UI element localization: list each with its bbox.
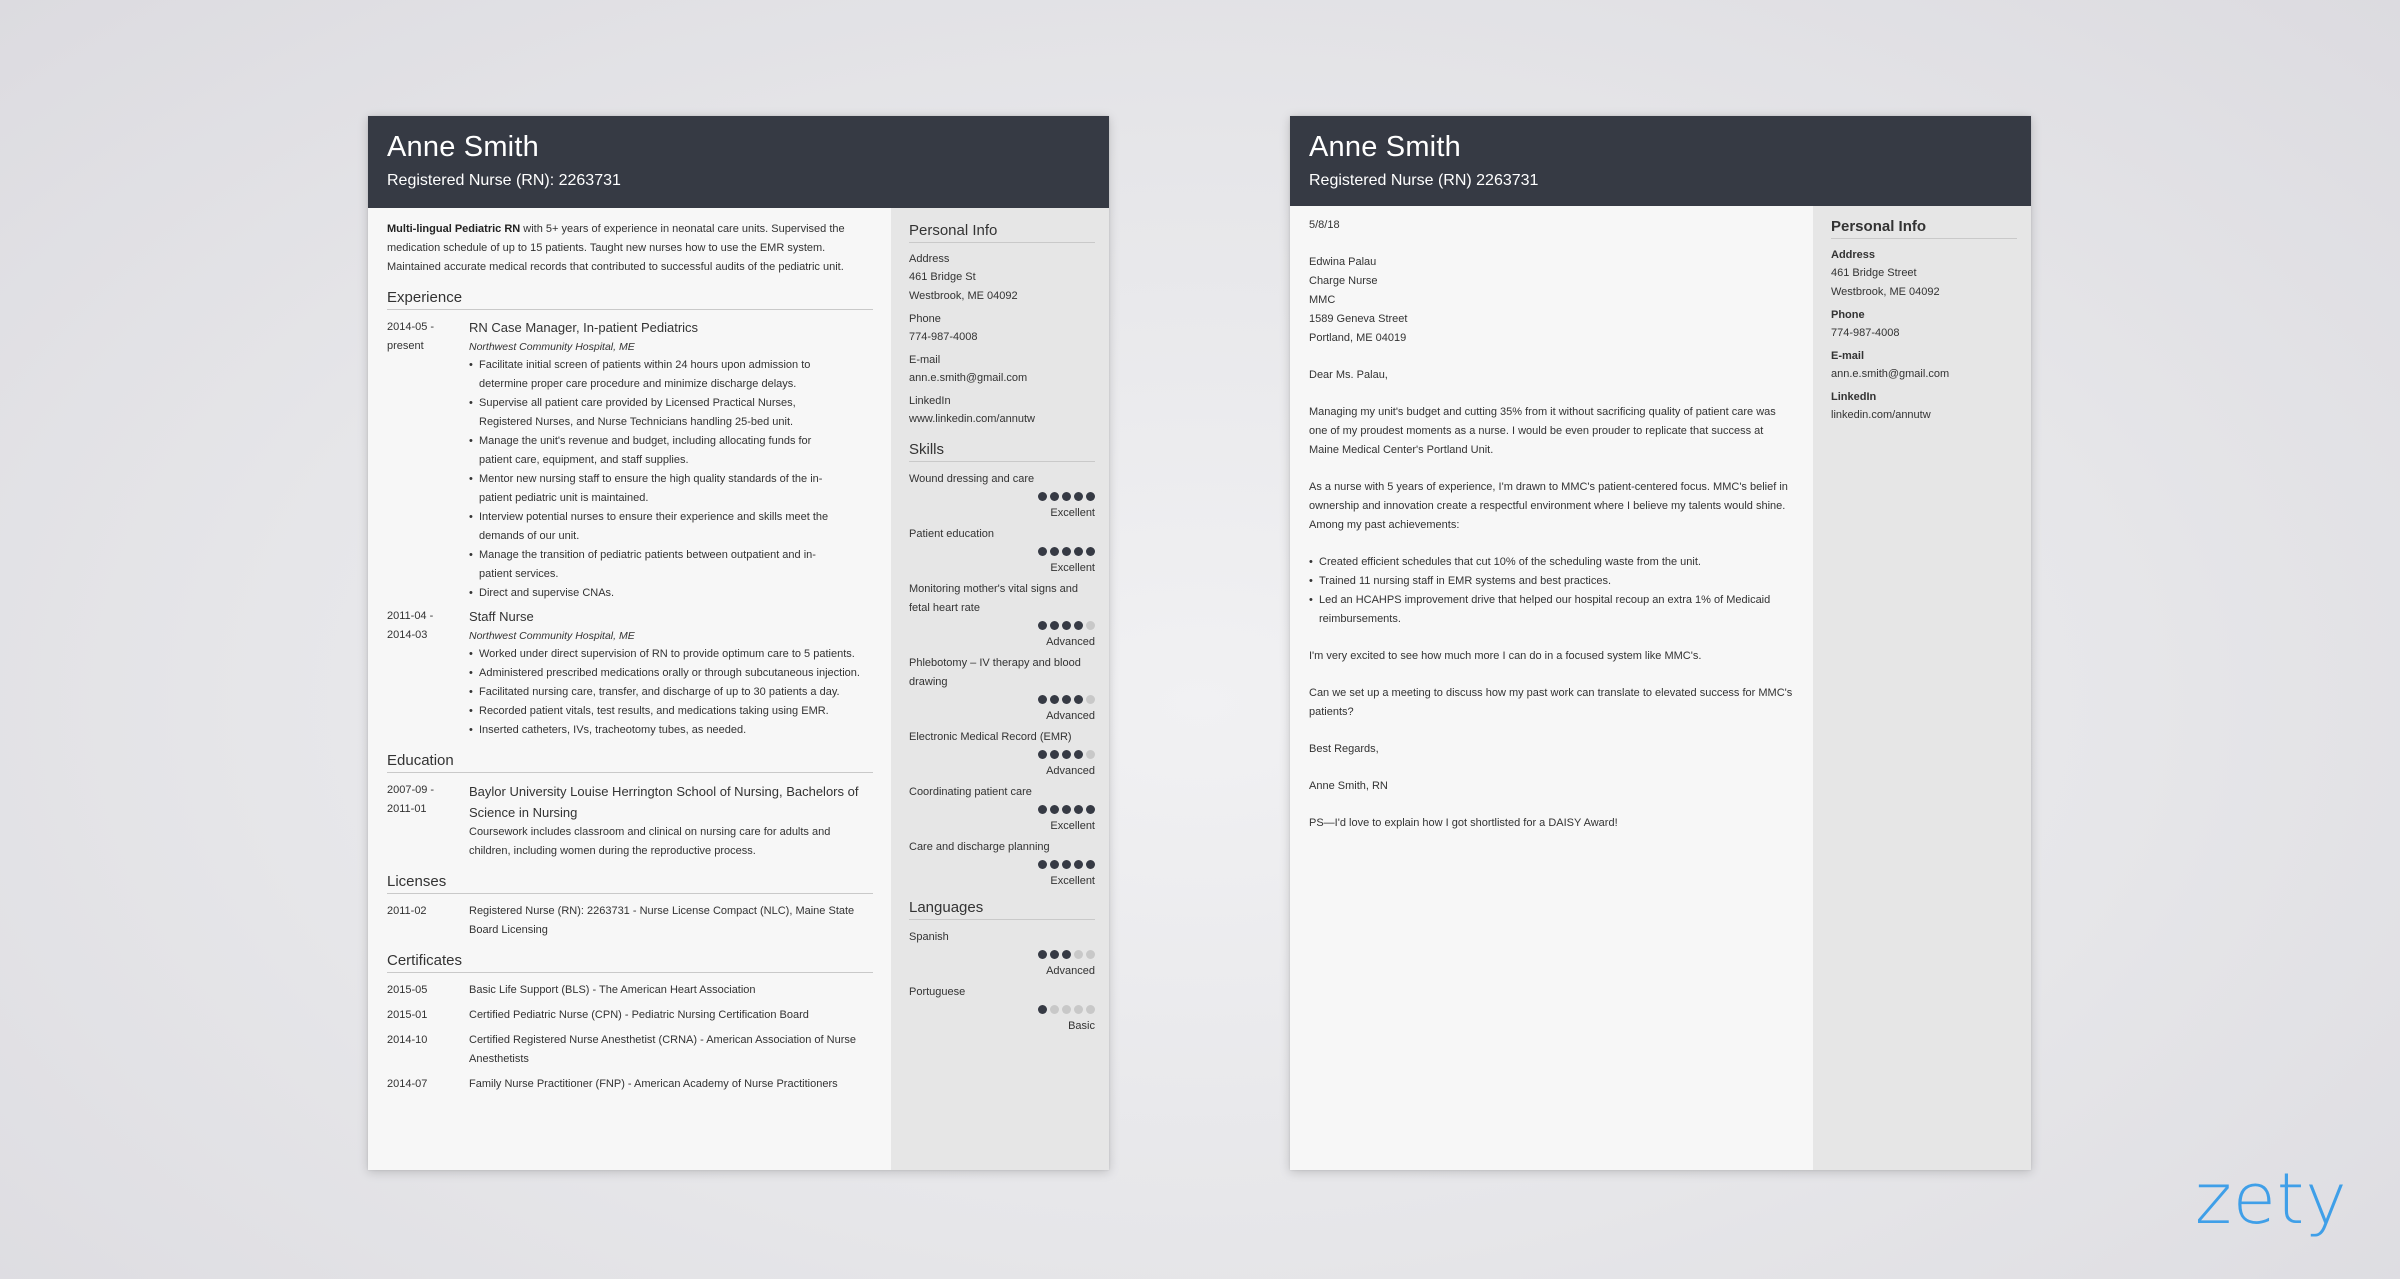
rating-dot-empty xyxy=(1074,950,1083,959)
certificate-date: 2015-05 xyxy=(387,984,428,996)
phone-label: Phone xyxy=(909,313,941,325)
recipient-line: Portland, ME 04019 xyxy=(1309,332,1407,344)
rating-dot-empty xyxy=(1086,950,1095,959)
rating-dot-filled xyxy=(1074,860,1083,869)
address-label: Address xyxy=(909,253,950,265)
greeting: Dear Ms. Palau, xyxy=(1309,369,1388,381)
resume-name: Anne Smith xyxy=(387,131,539,163)
entry-body xyxy=(469,318,873,603)
paragraph: As a nurse with 5 years of experience, I'm drawn to MMC's patient-centered focus. MMC's belief in ownership and innovation create a respectful environment where I believe my talents would shine. Among my past achievements: xyxy=(1309,481,1788,531)
resume-header xyxy=(368,116,1109,208)
date-end: 2014-03 xyxy=(387,629,428,641)
personal-info-heading: Personal Info xyxy=(1831,218,2017,239)
rating-dot-empty xyxy=(1086,750,1095,759)
skill-name: Wound dressing and care xyxy=(909,473,1035,485)
resume-job-title: Registered Nurse (RN): 2263731 xyxy=(387,172,621,189)
rating-dot-filled xyxy=(1050,547,1059,556)
email-value: ann.e.smith@gmail.com xyxy=(909,372,1028,384)
recipient-line: Charge Nurse xyxy=(1309,275,1378,287)
rating-dot-filled xyxy=(1074,695,1083,704)
rating-dots xyxy=(909,491,1095,505)
licenses-heading: Licenses xyxy=(387,873,873,894)
rating-dot-filled xyxy=(1038,805,1047,814)
paragraph: Managing my unit's budget and cutting 35% from it without sacrificing quality of patient care was one of my proudest moments as a nurse. I would be even prouder to replicate that success at Maine Medical Center's Portland Unit. xyxy=(1309,406,1776,456)
entry-dates xyxy=(387,607,469,740)
languages-list xyxy=(909,928,1095,1034)
letter-date: 5/8/18 xyxy=(1309,219,1340,231)
rating-dots xyxy=(909,620,1095,634)
rating-dot-empty xyxy=(1086,695,1095,704)
rating-dot-filled xyxy=(1074,750,1083,759)
skill-level: Excellent xyxy=(1050,562,1095,574)
certificate-date: 2014-07 xyxy=(387,1078,428,1090)
recipient-block xyxy=(1309,253,1793,348)
rating-dot-filled xyxy=(1074,621,1083,630)
linkedin-value: linkedin.com/annutw xyxy=(1831,409,1931,421)
recipient-line: 1589 Geneva Street xyxy=(1309,313,1408,325)
license-entry xyxy=(387,902,873,940)
rating-dot-empty xyxy=(1086,621,1095,630)
phone-value: 774-987-4008 xyxy=(909,331,978,343)
address-line: Westbrook, ME 04092 xyxy=(909,290,1018,302)
rating-dot-empty xyxy=(1074,1005,1083,1014)
address-label: Address xyxy=(1831,249,1876,261)
languages-heading: Languages xyxy=(909,899,1095,920)
certificates-heading: Certificates xyxy=(387,952,873,973)
resume-page xyxy=(368,116,1109,1170)
language-name: Spanish xyxy=(909,931,949,943)
education-description: Coursework includes classroom and clinical on nursing care for adults and children, including women during the reproductive process. xyxy=(469,826,831,857)
address-value xyxy=(1831,264,2017,302)
certificate-text: Certified Pediatric Nurse (CPN) - Pediatric Nursing Certification Board xyxy=(469,1009,809,1021)
date-start: 2014-05 - xyxy=(387,321,435,333)
rating-dot-filled xyxy=(1038,621,1047,630)
address-line: Westbrook, ME 04092 xyxy=(1831,286,1940,298)
letter-job-title: Registered Nurse (RN) 2263731 xyxy=(1309,172,1539,189)
duty-item: • Mentor new nursing staff to ensure the high quality standards of the in-patient pediatric unit is maintained. xyxy=(469,470,829,508)
skill-item xyxy=(909,783,1095,834)
rating-dot-filled xyxy=(1074,492,1083,501)
achievement-item: • Trained 11 nursing staff in EMR systems and best practices. xyxy=(1309,572,1793,591)
date-start: 2007-09 - xyxy=(387,784,435,796)
skill-name: Electronic Medical Record (EMR) xyxy=(909,731,1072,743)
rating-dot-filled xyxy=(1074,547,1083,556)
language-item xyxy=(909,928,1095,979)
certificate-entry xyxy=(387,1075,873,1094)
rating-dots xyxy=(909,1004,1095,1018)
experience-heading: Experience xyxy=(387,289,873,310)
rating-dots xyxy=(909,859,1095,873)
job-role: Staff Nurse xyxy=(469,609,534,624)
skill-name: Care and discharge planning xyxy=(909,841,1050,853)
duty-item: • Administered prescribed medications orally or through subcutaneous injection. xyxy=(469,664,873,683)
rating-dot-filled xyxy=(1038,950,1047,959)
entry-body xyxy=(469,607,873,740)
duty-item: • Manage the transition of pediatric patients between outpatient and in-patient services. xyxy=(469,546,829,584)
personal-info-heading: Personal Info xyxy=(909,222,1095,243)
rating-dot-filled xyxy=(1086,547,1095,556)
rating-dot-filled xyxy=(1050,860,1059,869)
job-duties xyxy=(469,645,873,740)
letter-name: Anne Smith xyxy=(1309,131,1461,163)
rating-dot-filled xyxy=(1038,492,1047,501)
rating-dot-filled xyxy=(1062,547,1071,556)
job-role: RN Case Manager, In-patient Pediatrics xyxy=(469,320,699,335)
duty-item: • Recorded patient vitals, test results, and medications taking using EMR. xyxy=(469,702,873,721)
job-company: Northwest Community Hospital, ME xyxy=(469,341,635,353)
skills-heading: Skills xyxy=(909,441,1095,462)
rating-dot-filled xyxy=(1062,950,1071,959)
summary-highlight: Multi-lingual Pediatric RN xyxy=(387,223,521,235)
rating-dot-empty xyxy=(1086,1005,1095,1014)
experience-entry xyxy=(387,607,873,740)
duty-item: • Supervise all patient care provided by Licensed Practical Nurses, Registered Nurses, and Nurse Technicians handling 25-bed unit. xyxy=(469,394,829,432)
email-value: ann.e.smith@gmail.com xyxy=(1831,368,1950,380)
certificate-entry xyxy=(387,1031,873,1069)
rating-dot-filled xyxy=(1050,950,1059,959)
education-entry xyxy=(387,781,873,861)
duty-item: • Interview potential nurses to ensure their experience and skills meet the demands of our unit. xyxy=(469,508,829,546)
skill-level: Advanced xyxy=(1046,710,1095,722)
skill-level: Excellent xyxy=(1050,820,1095,832)
skill-level: Excellent xyxy=(1050,875,1095,887)
email-label: E-mail xyxy=(1831,350,1865,362)
certificate-entry xyxy=(387,981,873,1000)
resume-main-column xyxy=(368,208,891,1170)
closing: Best Regards, xyxy=(1309,743,1379,755)
rating-dot-filled xyxy=(1074,805,1083,814)
skill-item xyxy=(909,838,1095,889)
zety-logo: zety xyxy=(2195,1158,2348,1240)
date-start: 2011-04 - xyxy=(387,610,434,622)
skill-item xyxy=(909,654,1095,724)
education-heading: Education xyxy=(387,752,873,773)
rating-dot-filled xyxy=(1050,621,1059,630)
address-line: 461 Bridge Street xyxy=(1831,267,1917,279)
certificate-text: Basic Life Support (BLS) - The American Heart Association xyxy=(469,984,756,996)
resume-sidebar xyxy=(891,208,1109,1170)
rating-dot-filled xyxy=(1062,492,1071,501)
letter-body xyxy=(1290,206,1813,1170)
duty-item: • Inserted catheters, IVs, tracheotomy tubes, as needed. xyxy=(469,721,873,740)
rating-dot-filled xyxy=(1062,805,1071,814)
rating-dot-filled xyxy=(1062,695,1071,704)
date-end: present xyxy=(387,340,424,352)
letter-header xyxy=(1290,116,2031,206)
duty-item: • Facilitated nursing care, transfer, and discharge of up to 30 patients a day. xyxy=(469,683,873,702)
linkedin-label: LinkedIn xyxy=(909,395,951,407)
certificate-entry xyxy=(387,1006,873,1025)
rating-dot-empty xyxy=(1050,1005,1059,1014)
address-value xyxy=(909,268,1095,306)
address-line: 461 Bridge St xyxy=(909,271,976,283)
skill-name: Patient education xyxy=(909,528,995,540)
linkedin-value: www.linkedin.com/annutw xyxy=(909,413,1035,425)
rating-dot-filled xyxy=(1050,695,1059,704)
recipient-line: MMC xyxy=(1309,294,1336,306)
language-item xyxy=(909,983,1095,1034)
language-level: Basic xyxy=(1068,1020,1095,1032)
skill-level: Advanced xyxy=(1046,765,1095,777)
rating-dots xyxy=(909,694,1095,708)
skill-item xyxy=(909,728,1095,779)
date-end: 2011-01 xyxy=(387,803,427,815)
certificate-date: 2015-01 xyxy=(387,1009,428,1021)
linkedin-label: LinkedIn xyxy=(1831,391,1877,403)
phone-label: Phone xyxy=(1831,309,1865,321)
rating-dots xyxy=(909,546,1095,560)
certificate-text: Family Nurse Practitioner (FNP) - American Academy of Nurse Practitioners xyxy=(469,1078,838,1090)
entry-body xyxy=(469,781,873,861)
entry-dates xyxy=(387,318,469,603)
paragraph: Can we set up a meeting to discuss how my past work can translate to elevated success for MMC's patients? xyxy=(1309,687,1793,718)
skill-name: Coordinating patient care xyxy=(909,786,1032,798)
rating-dot-filled xyxy=(1062,750,1071,759)
rating-dot-filled xyxy=(1038,750,1047,759)
letter-sidebar xyxy=(1813,206,2031,1170)
rating-dot-filled xyxy=(1050,750,1059,759)
resume-summary xyxy=(387,220,873,277)
certificate-date: 2014-10 xyxy=(387,1034,428,1046)
rating-dot-filled xyxy=(1086,492,1095,501)
certificate-text: Certified Registered Nurse Anesthetist (CRNA) - American Association of Nurse Anesthetists xyxy=(469,1034,856,1065)
signature: Anne Smith, RN xyxy=(1309,780,1388,792)
rating-dot-filled xyxy=(1062,860,1071,869)
job-duties xyxy=(469,356,829,603)
duty-item: • Direct and supervise CNAs. xyxy=(469,584,829,603)
recipient-line: Edwina Palau xyxy=(1309,256,1377,268)
rating-dots xyxy=(909,749,1095,763)
language-level: Advanced xyxy=(1046,965,1095,977)
skill-item xyxy=(909,525,1095,576)
rating-dot-filled xyxy=(1038,860,1047,869)
cover-letter-page xyxy=(1290,116,2031,1170)
entry-dates xyxy=(387,781,469,861)
rating-dot-filled xyxy=(1038,547,1047,556)
rating-dot-filled xyxy=(1050,492,1059,501)
phone-value: 774-987-4008 xyxy=(1831,327,1900,339)
rating-dot-filled xyxy=(1086,860,1095,869)
rating-dot-filled xyxy=(1038,695,1047,704)
skill-item xyxy=(909,470,1095,521)
duty-item: • Manage the unit's revenue and budget, including allocating funds for patient care, equipment, and staff supplies. xyxy=(469,432,829,470)
language-name: Portuguese xyxy=(909,986,966,998)
skill-item xyxy=(909,580,1095,650)
postscript: PS—I'd love to explain how I got shortlisted for a DAISY Award! xyxy=(1309,817,1618,829)
rating-dot-filled xyxy=(1086,805,1095,814)
rating-dot-empty xyxy=(1062,1005,1071,1014)
license-date: 2011-02 xyxy=(387,905,427,917)
achievements-list xyxy=(1309,553,1793,629)
email-label: E-mail xyxy=(909,354,941,366)
achievement-item: • Led an HCAHPS improvement drive that helped our hospital recoup an extra 1% of Medicaid reimbursements. xyxy=(1309,591,1793,629)
rating-dot-filled xyxy=(1038,1005,1047,1014)
school-name: Baylor University Louise Herrington School of Nursing, Bachelors of Science in Nursing xyxy=(469,784,859,820)
skill-level: Advanced xyxy=(1046,636,1095,648)
skill-level: Excellent xyxy=(1050,507,1095,519)
duty-item: • Facilitate initial screen of patients within 24 hours upon admission to determine proper care procedure and minimize discharge delays. xyxy=(469,356,829,394)
achievement-item: • Created efficient schedules that cut 10% of the scheduling waste from the unit. xyxy=(1309,553,1793,572)
rating-dot-filled xyxy=(1050,805,1059,814)
skills-list xyxy=(909,470,1095,889)
paragraph: I'm very excited to see how much more I can do in a focused system like MMC's. xyxy=(1309,650,1702,662)
experience-entry xyxy=(387,318,873,603)
job-company: Northwest Community Hospital, ME xyxy=(469,630,635,642)
skill-name: Phlebotomy – IV therapy and blood drawing xyxy=(909,657,1081,688)
duty-item: • Worked under direct supervision of RN to provide optimum care to 5 patients. xyxy=(469,645,873,664)
skill-name: Monitoring mother's vital signs and fetal heart rate xyxy=(909,583,1079,614)
rating-dots xyxy=(909,804,1095,818)
license-text: Registered Nurse (RN): 2263731 - Nurse License Compact (NLC), Maine State Board Licensing xyxy=(469,905,855,936)
rating-dot-filled xyxy=(1062,621,1071,630)
rating-dots xyxy=(909,949,1095,963)
summary-text: with 5+ years of experience in neonatal care units. Supervised the medication schedule of up to 15 patients. Taught new nurses how to use the EMR system. Maintained accurate medical records that contributed to successful audits of the pediatric unit. xyxy=(387,223,845,273)
